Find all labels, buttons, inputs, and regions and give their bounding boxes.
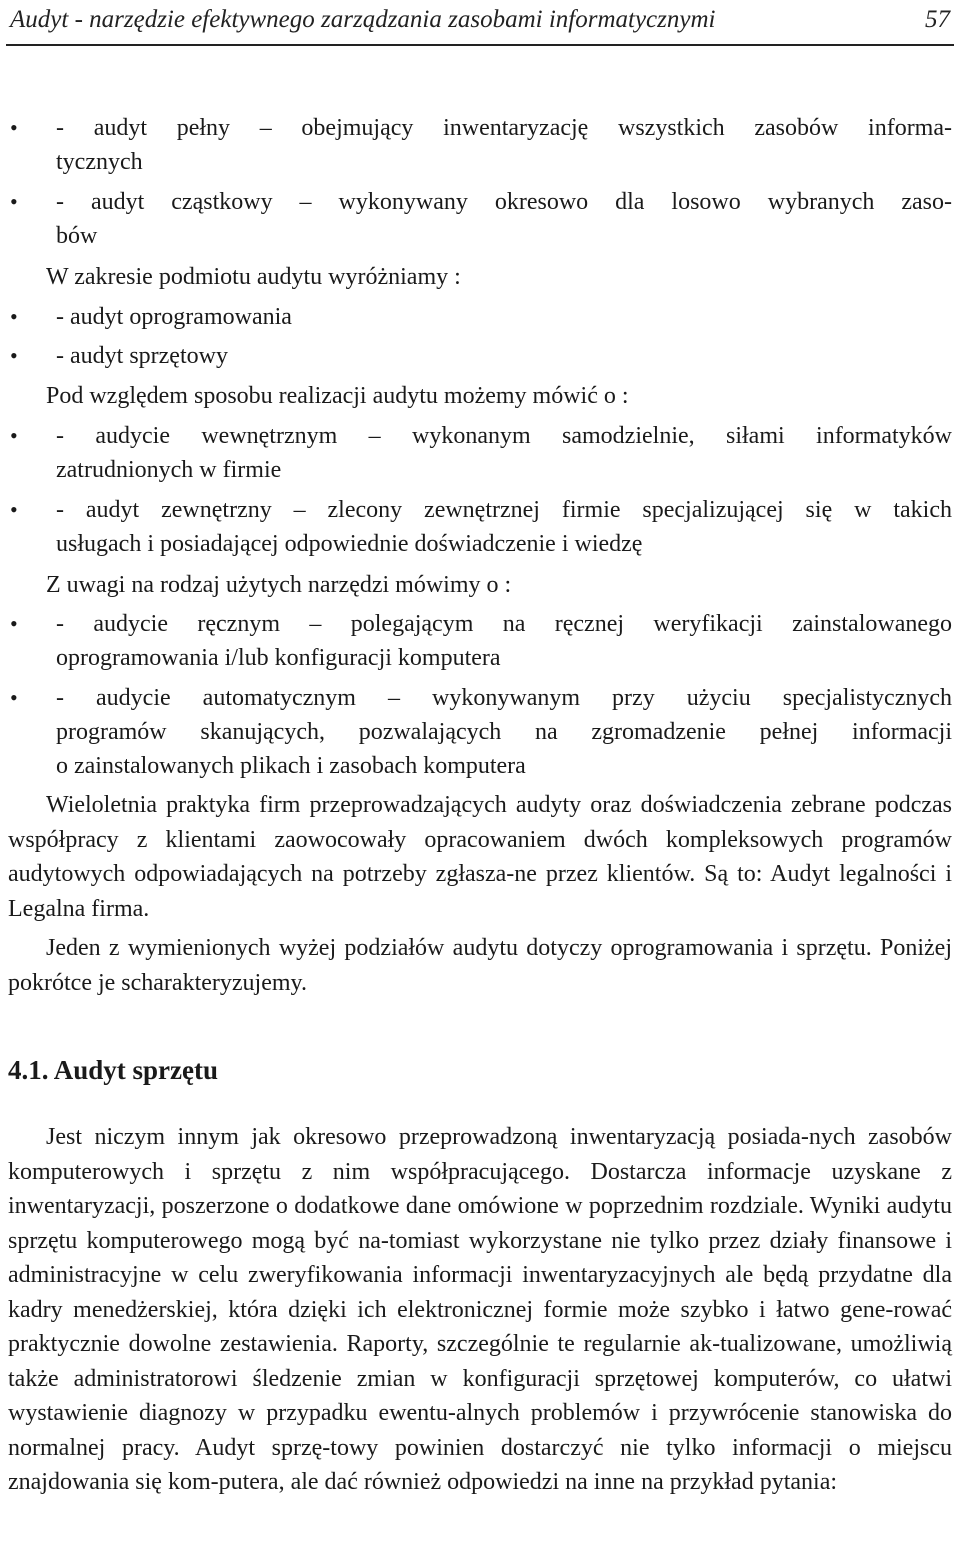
bullet-icon: • (10, 304, 18, 329)
bullet-icon: • (10, 497, 18, 522)
section-body: Jest niczym innym jak okresowo przeprowadzoną inwentaryzacją posiada-nych zasobów komputerowych i sprzętu z nim współpracującego. Dostarcza informacje uzyskane z inwentaryzacji, poszerzone o dodatkowe dane omówione w poprzednim rozdziale. Wyniki audytu sprzętu komputerowego mogą być na-tomiast wykorzystane nie tylko przez działy finansowe i administracyjne w celu zweryfikowania informacji inwentaryzacyjnych ale będą przydatne dla kadry menedżerskiej, która dzięki ich elektronicznej formie może szybko i łatwo gene-rować praktycznie dowolne zestawienia. Raporty, szczególnie te regularnie ak-tualizowane, umożliwią także administratorowi śledzenie zmian w konfiguracji sprzętowej komputerów, co ułatwi wystawienie diagnozy w przypadku ewentu-alnych problemów i przywrócenie stanowiska do normalnej pracy. Audyt sprzę-towy powinien dostarczyć nie tylko informacji o miejscu znajdowania się kom-putera, ale dać również odpowiedzi na inne na przykład pytania: (8, 1124, 952, 1495)
list-item-line: usługach i posiadającej odpowiednie doświadczenie i wiedzę (56, 531, 643, 557)
list-item-line: zatrudnionych w firmie (56, 457, 282, 483)
body-paragraph: Jeden z wymienionych wyżej podziałów audytu dotyczy oprogramowania i sprzętu. Poniżej pokrótce je scharakteryzujemy. (8, 935, 952, 996)
list-item-line: bów (56, 223, 98, 249)
list-item-line: programów skanujących, pozwalających na zgromadzenie pełnej informacji (56, 719, 952, 745)
list-item-line: - audycie wewnętrznym – wykonanym samodzielnie, siłami informatyków (56, 423, 952, 449)
bullet-icon: • (10, 115, 18, 140)
running-header (10, 0, 950, 40)
bullet-icon: • (10, 685, 18, 710)
bullet-icon: • (10, 343, 18, 368)
list-item-line: - audyt zewnętrzny – zlecony zewnętrznej firmie specjalizującej się w takich (56, 497, 952, 523)
header-divider (6, 44, 954, 46)
list-item-line: tycznych (56, 149, 143, 175)
section-heading: 4.1. Audyt sprzętu (8, 1055, 219, 1085)
list-item-line: oprogramowania i/lub konfiguracji komputera (56, 645, 501, 671)
list-item-line: - audyt oprogramowania (56, 304, 292, 330)
bullet-icon: • (10, 189, 18, 214)
page-number: 57 (925, 6, 950, 33)
header-title: Audyt - narzędzie efektywnego zarządzania zasobami informatycznymi (10, 6, 716, 33)
bullet-icon: • (10, 423, 18, 448)
list-item-line: o zainstalowanych plikach i zasobach komputera (56, 753, 526, 779)
list-item-line: - audyt cząstkowy – wykonywany okresowo dla losowo wybranych zaso- (56, 189, 952, 215)
list-item-line: - audyt sprzętowy (56, 343, 228, 369)
bullet-icon: • (10, 611, 18, 636)
list-intro: Z uwagi na rodzaj użytych narzędzi mówimy o : (46, 572, 512, 598)
list-item-line: - audycie automatycznym – wykonywanym przy użyciu specjalistycznych (56, 685, 952, 711)
list-intro: W zakresie podmiotu audytu wyróżniamy : (46, 264, 461, 290)
body-paragraph: Wieloletnia praktyka firm przeprowadzających audyty oraz doświadczenia zebrane podczas współpracy z klientami zaowocowały opracowaniem dwóch kompleksowych programów audytowych odpowiadających na potrzeby zgłasza-ne przez klientów. Są to: Audyt legalności i Legalna firma. (8, 792, 952, 922)
list-intro: Pod względem sposobu realizacji audytu możemy mówić o : (46, 383, 629, 409)
list-item-line: - audycie ręcznym – polegającym na ręcznej weryfikacji zainstalowanego (56, 611, 952, 637)
list-item-line: - audyt pełny – obejmujący inwentaryzację wszystkich zasobów informa- (56, 115, 952, 141)
